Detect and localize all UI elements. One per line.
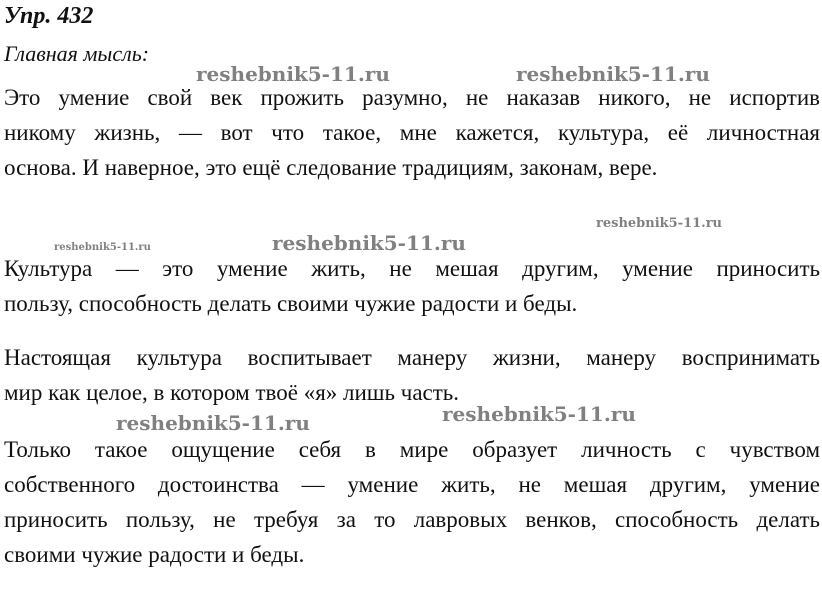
paragraph-1 — [4, 80, 820, 185]
paragraph-line: собственного достоинства — умение жить, не мешая другим, умение — [4, 472, 820, 497]
paragraph-line: Это умение свой век прожить разумно, не наказав никого, не испортив — [4, 85, 820, 110]
watermark: reshebnik5-11.ru — [116, 411, 310, 435]
paragraph-line: мир как целое, в котором твоё «я» лишь часть. — [4, 380, 460, 405]
paragraph-line: основа. И наверное, это ещё следование традициям, законам, вере. — [4, 155, 658, 180]
paragraph-line: пользу, способность делать своими чужие радости и беды. — [4, 291, 578, 316]
paragraph-line: Настоящая культура воспитывает манеру жизни, манеру воспринимать — [4, 345, 820, 370]
watermark: reshebnik5-11.ru — [596, 216, 723, 231]
paragraph-line: приносить пользу, не требуя за то лавровых венков, способность делать — [4, 507, 820, 532]
paragraph-line: Культура — это умение жить, не мешая другим, умение приносить — [4, 256, 820, 281]
watermark: reshebnik5-11.ru — [196, 62, 390, 86]
paragraph-line: Только такое ощущение себя в мире образует личность с чувством — [4, 437, 820, 462]
exercise-title: Упр. 432 — [4, 3, 94, 29]
watermark: reshebnik5-11.ru — [442, 402, 636, 426]
main-idea-heading: Главная мысль: — [4, 41, 150, 66]
paragraph-line: своими чужие радости и беды. — [4, 542, 305, 567]
paragraph-2 — [4, 251, 820, 321]
paragraph-3 — [4, 340, 820, 410]
watermark: reshebnik5-11.ru — [272, 231, 466, 255]
watermark: reshebnik5-11.ru — [54, 242, 151, 253]
watermark: reshebnik5-11.ru — [516, 62, 710, 86]
paragraph-4 — [4, 432, 820, 572]
paragraph-line: никому жизнь, — вот что такое, мне кажется, культура, её личностная — [4, 120, 820, 145]
